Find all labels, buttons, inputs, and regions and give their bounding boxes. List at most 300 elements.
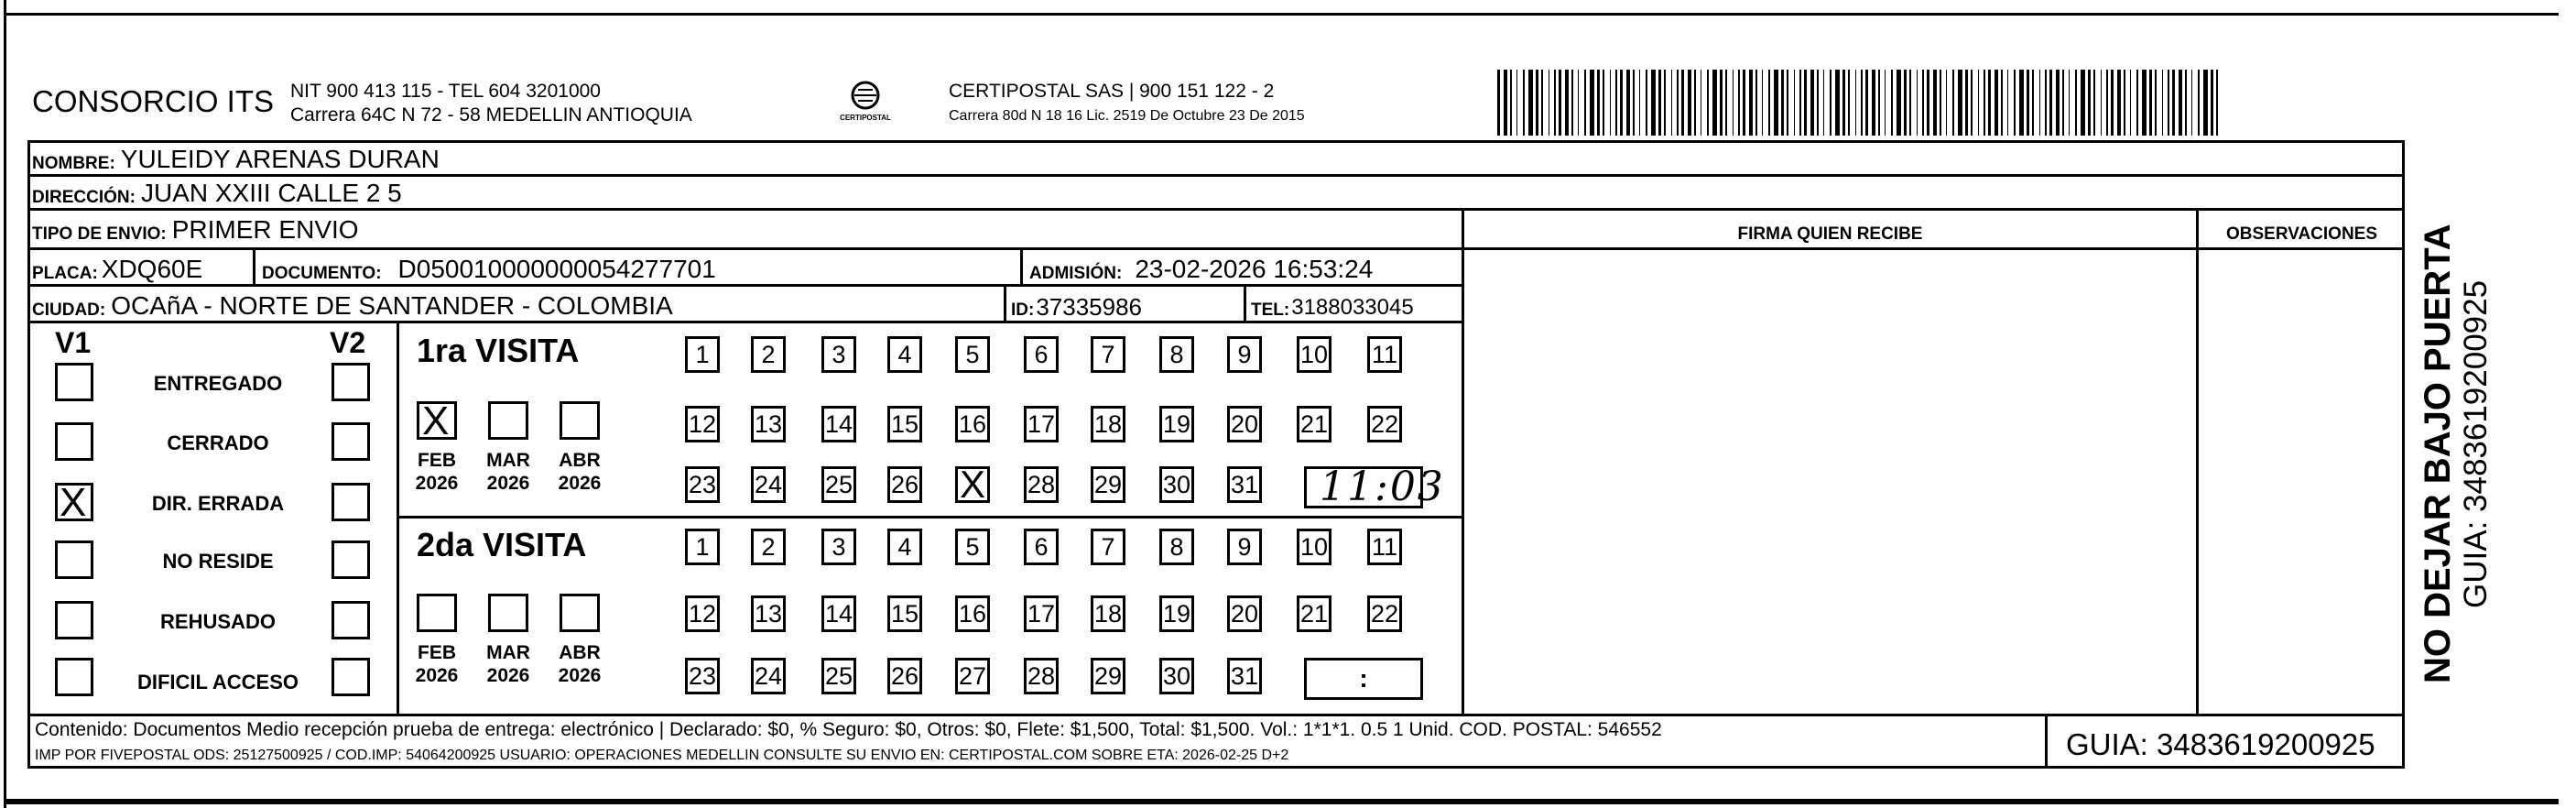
v1-checkbox[interactable]	[55, 540, 93, 579]
barcode-bar	[2001, 70, 2003, 136]
barcode-bar	[2179, 70, 2182, 136]
barcode-bar	[1946, 70, 1947, 136]
admision-row	[1029, 250, 1373, 284]
day-number: 26	[890, 661, 919, 690]
first-visit-month-label	[409, 449, 464, 495]
page-top-border	[4, 13, 2559, 16]
second-visit-month-checkbox[interactable]	[488, 594, 528, 632]
month-year: 2026	[415, 665, 459, 687]
second-visit-day-16[interactable]	[955, 595, 990, 632]
first-visit-day-23[interactable]	[685, 466, 720, 503]
first-visit-day-4[interactable]	[887, 336, 922, 373]
footer-contenido: Contenido: Documentos Medio recepción prueba de entrega: electrónico | Declarado: $0, % Seguro: $0, Otros: $0, Flete: $1,500, Total: $1,500. Vol.: 1*1*1. 0.5 1 Unid. COD. POSTAL: 546552	[35, 719, 1662, 740]
v1-label: V1	[55, 326, 92, 359]
second-visit-day-4[interactable]	[887, 529, 922, 565]
barcode-bar	[1848, 70, 1850, 136]
vertical-guia-text: GUIA: 3483619200925	[2458, 279, 2494, 608]
barcode-bar	[2142, 70, 2147, 136]
barcode-bar	[2019, 70, 2024, 136]
first-visit-time-value: 11:03	[1320, 464, 1445, 510]
day-number: 14	[824, 599, 853, 628]
placa-row	[32, 250, 202, 284]
first-visit-month-check-mark: X	[422, 399, 450, 443]
company-name: CONSORCIO ITS	[32, 84, 275, 118]
first-visit-day-8[interactable]	[1159, 336, 1194, 373]
day-number: 10	[1299, 532, 1329, 561]
first-visit-day-27[interactable]	[955, 463, 990, 506]
day-number: 7	[1101, 532, 1115, 561]
certipostal-logo	[831, 79, 900, 128]
first-visit-day-21[interactable]	[1297, 406, 1331, 442]
day-number: 19	[1162, 599, 1191, 628]
barcode-bar	[1510, 70, 1512, 136]
second-visit-month-label	[481, 641, 536, 687]
barcode-bar	[1712, 70, 1717, 136]
status-option-label: ENTREGADO	[153, 372, 283, 395]
second-visit-title: 2da VISITA	[417, 526, 587, 563]
first-visit-day-1[interactable]	[685, 336, 720, 373]
status-option-label: DIR. ERRADA	[151, 492, 285, 515]
observaciones-header: OBSERVACIONES	[2225, 224, 2378, 244]
v2-checkbox[interactable]	[332, 483, 370, 521]
status-option-label: DIFICIL ACCESO	[136, 671, 299, 693]
barcode-bar	[1516, 70, 1517, 136]
second-visit-month-checkbox[interactable]	[417, 594, 457, 632]
tel-label: TEL:	[1251, 300, 1290, 320]
barcode-bar	[1688, 70, 1691, 136]
ciudad-value: OCAñA - NORTE DE SANTANDER - COLOMBIA	[111, 291, 673, 320]
day-number: 16	[958, 409, 987, 438]
second-visit-day-9[interactable]	[1227, 529, 1262, 565]
first-visit-month-checkbox[interactable]	[417, 399, 457, 443]
day-number: 5	[965, 532, 980, 561]
barcode	[1497, 70, 2221, 136]
second-visit-day-1[interactable]	[685, 529, 720, 565]
nombre-value: YULEIDY ARENAS DURAN	[120, 145, 440, 173]
admision-label: ADMISIÓN:	[1029, 264, 1123, 283]
barcode-bar	[1958, 70, 1962, 136]
month-name: FEB	[418, 450, 456, 471]
v2-checkbox[interactable]	[332, 363, 370, 401]
certipostal-license: Carrera 80d N 18 16 Lic. 2519 De Octubre 23 De 2015	[949, 108, 1305, 124]
barcode-bar	[1651, 70, 1656, 136]
first-visit-day-30[interactable]	[1159, 466, 1194, 503]
day-number: 4	[897, 532, 912, 561]
second-visit-day-10[interactable]	[1297, 529, 1331, 565]
second-visit-time-separator: :	[1359, 664, 1368, 693]
company-address: Carrera 64C N 72 - 58 MEDELLIN ANTIOQUIA	[290, 104, 692, 126]
first-visit-day-2[interactable]	[751, 336, 786, 373]
barcode-bar	[1865, 70, 1868, 136]
ciudad-label: CIUDAD:	[32, 300, 106, 320]
direccion-row	[32, 174, 402, 208]
day-number: 31	[1230, 470, 1259, 498]
first-visit-day-5[interactable]	[955, 336, 990, 373]
barcode-bar	[1842, 70, 1845, 136]
barcode-bar	[1664, 70, 1666, 136]
first-visit-day-25[interactable]	[821, 466, 856, 503]
first-visit-day-22[interactable]	[1367, 406, 1402, 442]
day-number: 22	[1370, 409, 1399, 438]
barcode-bar	[1610, 70, 1611, 136]
barcode-bar	[2162, 70, 2163, 136]
barcode-bar	[1878, 70, 1880, 136]
first-visit-day-7[interactable]	[1091, 336, 1125, 373]
barcode-bar	[1909, 70, 1911, 136]
first-visit-day-29[interactable]	[1091, 466, 1125, 503]
id-label: ID:	[1011, 300, 1035, 320]
barcode-bar	[2049, 70, 2052, 136]
day-number: 19	[1162, 409, 1191, 438]
day-number: 25	[824, 470, 853, 498]
barcode-bar	[2117, 70, 2121, 136]
barcode-bar	[1749, 70, 1753, 136]
no-dejar-bajo-puerta-text: NO DEJAR BAJO PUERTA	[2418, 224, 2458, 683]
tipo-envio-row	[32, 211, 359, 245]
first-visit-day-28[interactable]	[1024, 466, 1059, 503]
month-year: 2026	[558, 665, 602, 687]
day-number: 23	[688, 470, 717, 498]
barcode-bar	[1872, 70, 1875, 136]
barcode-bar	[1536, 70, 1538, 136]
barcode-bar	[1523, 70, 1525, 136]
v1-checkbox[interactable]	[55, 658, 93, 696]
barcode-bar	[1922, 70, 1924, 136]
barcode-bar	[2211, 70, 2213, 136]
status-option-label: CERRADO	[167, 431, 269, 454]
day-number: 15	[890, 409, 919, 438]
barcode-bar	[1787, 70, 1788, 136]
first-visit-day-16[interactable]	[955, 406, 990, 442]
v2-checkbox[interactable]	[332, 540, 370, 579]
barcode-bar	[1794, 70, 1795, 136]
tipo-envio-value: PRIMER ENVIO	[171, 215, 359, 244]
second-visit-day-7[interactable]	[1091, 529, 1125, 565]
barcode-bar	[2124, 70, 2125, 136]
month-name: ABR	[559, 642, 601, 663]
barcode-bar	[1940, 70, 1941, 136]
day-number: 31	[1230, 661, 1259, 690]
day-number: 25	[824, 661, 853, 690]
first-visit-day-10[interactable]	[1297, 336, 1331, 373]
second-visit-month-label	[552, 641, 607, 687]
documento-value: D050010000000054277701	[397, 255, 716, 283]
day-number: 8	[1169, 532, 1184, 561]
nombre-row	[32, 140, 440, 174]
barcode-bar	[1978, 70, 1979, 136]
second-visit-day-26[interactable]	[887, 658, 922, 694]
first-visit-time-field[interactable]	[1304, 464, 1445, 510]
first-visit-month-label	[481, 449, 536, 495]
second-visit-day-21[interactable]	[1297, 595, 1331, 632]
first-visit-day-31[interactable]	[1227, 466, 1262, 503]
barcode-bar	[1707, 70, 1709, 136]
first-visit-day-check-mark: X	[960, 463, 986, 506]
barcode-bar	[1571, 70, 1573, 136]
barcode-bar	[1781, 70, 1784, 136]
direccion-label: DIRECCIÓN:	[32, 188, 136, 207]
barcode-bar	[2106, 70, 2108, 136]
day-number: 2	[761, 532, 776, 561]
second-visit-day-8[interactable]	[1159, 529, 1194, 565]
barcode-bar	[1565, 70, 1569, 136]
first-visit-day-11[interactable]	[1367, 336, 1402, 373]
day-number: 18	[1093, 599, 1123, 628]
barcode-bar	[1720, 70, 1723, 136]
barcode-bar	[1927, 70, 1929, 136]
barcode-bar	[1528, 70, 1533, 136]
placa-value: XDQ60E	[101, 255, 203, 283]
day-number: 24	[754, 470, 783, 498]
page-bottom-border	[4, 799, 2559, 804]
barcode-bar	[1994, 70, 1998, 136]
barcode-bar	[1804, 70, 1807, 136]
barcode-bar	[2045, 70, 2047, 136]
barcode-bar	[2014, 70, 2016, 136]
second-visit-day-11[interactable]	[1367, 529, 1402, 565]
firma-header: FIRMA QUIEN RECIBE	[1737, 224, 1923, 244]
day-number: 4	[897, 340, 912, 368]
barcode-bar	[1597, 70, 1600, 136]
day-number: 10	[1299, 340, 1329, 368]
second-visit-day-17[interactable]	[1024, 595, 1059, 632]
day-number: 17	[1027, 409, 1056, 438]
day-number: 17	[1027, 599, 1056, 628]
barcode-bar	[2032, 70, 2034, 136]
first-visit-month-label	[552, 449, 607, 495]
day-number: 28	[1027, 470, 1056, 498]
day-number: 16	[958, 599, 987, 628]
barcode-bar	[2185, 70, 2187, 136]
barcode-bar	[1984, 70, 1985, 136]
barcode-bar	[2172, 70, 2175, 136]
barcode-bar	[1626, 70, 1630, 136]
barcode-bar	[1768, 70, 1770, 136]
second-visit-day-28[interactable]	[1024, 658, 1059, 694]
v2-checkbox[interactable]	[332, 601, 370, 639]
day-number: 9	[1237, 532, 1252, 561]
placa-label: PLACA:	[32, 264, 98, 283]
barcode-bar	[2056, 70, 2060, 136]
day-number: 3	[831, 340, 846, 368]
second-visit-month-label	[409, 641, 464, 687]
second-visit-day-31[interactable]	[1227, 658, 1262, 694]
day-number: 26	[890, 470, 919, 498]
month-year: 2026	[486, 473, 530, 495]
barcode-bar	[2007, 70, 2008, 136]
first-visit-day-9[interactable]	[1227, 336, 1262, 373]
barcode-bar	[1559, 70, 1561, 136]
nombre-label: NOMBRE:	[32, 154, 115, 173]
first-visit-month-checkbox[interactable]	[560, 401, 600, 440]
first-visit-day-24[interactable]	[751, 466, 786, 503]
day-number: 11	[1371, 532, 1398, 561]
second-visit-day-12[interactable]	[685, 595, 720, 632]
first-visit-day-17[interactable]	[1024, 406, 1059, 442]
barcode-bar	[1917, 70, 1918, 136]
v1-checkbox[interactable]	[55, 422, 93, 461]
barcode-bar	[1933, 70, 1937, 136]
day-number: 27	[958, 661, 987, 690]
first-visit-day-26[interactable]	[887, 466, 922, 503]
second-visit-day-22[interactable]	[1367, 595, 1402, 632]
admision-value: 23-02-2026 16:53:24	[1135, 255, 1374, 283]
barcode-bar	[1620, 70, 1623, 136]
day-number: 30	[1162, 470, 1191, 498]
first-visit-day-14[interactable]	[821, 406, 856, 442]
tel-value: 3188033045	[1291, 295, 1414, 320]
second-visit-day-27[interactable]	[955, 658, 990, 694]
barcode-bar	[1725, 70, 1727, 136]
second-visit-day-29[interactable]	[1091, 658, 1125, 694]
status-option-label: REHUSADO	[160, 610, 276, 633]
first-visit-day-19[interactable]	[1159, 406, 1194, 442]
barcode-bar	[1554, 70, 1556, 136]
first-visit-day-3[interactable]	[821, 336, 856, 373]
barcode-bar	[1861, 70, 1863, 136]
barcode-bar	[2130, 70, 2131, 136]
second-visit-day-13[interactable]	[751, 595, 786, 632]
v1-checkbox[interactable]	[55, 363, 93, 401]
barcode-bar	[1733, 70, 1734, 136]
day-number: 29	[1093, 661, 1123, 690]
barcode-bar	[1677, 70, 1679, 136]
day-number: 13	[754, 409, 783, 438]
barcode-bar	[2081, 70, 2085, 136]
barcode-bar	[1681, 70, 1684, 136]
first-visit-day-20[interactable]	[1227, 406, 1262, 442]
barcode-bar	[2062, 70, 2064, 136]
barcode-bar	[1897, 70, 1901, 136]
day-number: 14	[824, 409, 853, 438]
first-visit-month-checkbox[interactable]	[488, 401, 528, 440]
second-visit-time-field[interactable]	[1304, 658, 1423, 700]
v2-checkbox[interactable]	[332, 422, 370, 461]
first-visit-day-12[interactable]	[685, 406, 720, 442]
first-visit-day-13[interactable]	[751, 406, 786, 442]
month-name: ABR	[559, 450, 601, 471]
barcode-bar	[2191, 70, 2192, 136]
barcode-bar	[1755, 70, 1757, 136]
second-visit-day-3[interactable]	[821, 529, 856, 565]
barcode-bar	[2216, 70, 2218, 136]
barcode-bar	[1855, 70, 1856, 136]
barcode-bar	[2155, 70, 2157, 136]
barcode-bar	[1810, 70, 1814, 136]
day-number: 12	[688, 599, 717, 628]
month-year: 2026	[486, 665, 530, 687]
second-visit-day-23[interactable]	[685, 658, 720, 694]
barcode-bar	[1694, 70, 1696, 136]
barcode-bar	[1971, 70, 1973, 136]
second-visit-month-checkbox[interactable]	[560, 594, 600, 632]
day-number: 1	[695, 532, 710, 561]
barcode-bar	[1584, 70, 1586, 136]
day-number: 6	[1034, 532, 1049, 561]
day-number: 23	[688, 661, 717, 690]
ciudad-row	[32, 287, 673, 321]
first-visit-day-18[interactable]	[1091, 406, 1125, 442]
month-year: 2026	[558, 473, 602, 495]
day-number: 8	[1169, 340, 1184, 368]
day-number: 1	[695, 340, 710, 368]
barcode-bar	[1639, 70, 1640, 136]
second-visit-day-25[interactable]	[821, 658, 856, 694]
documento-row	[262, 250, 716, 284]
barcode-bar	[1891, 70, 1893, 136]
barcode-bar	[1497, 70, 1500, 136]
barcode-bar	[2075, 70, 2077, 136]
v2-checkbox[interactable]	[332, 658, 370, 696]
barcode-bar	[2198, 70, 2200, 136]
second-visit-day-15[interactable]	[887, 595, 922, 632]
barcode-bar	[2149, 70, 2152, 136]
barcode-bar	[2111, 70, 2114, 136]
second-visit-day-2[interactable]	[751, 529, 786, 565]
barcode-bar	[1952, 70, 1954, 136]
barcode-bar	[1904, 70, 1907, 136]
barcode-bar	[1646, 70, 1647, 136]
barcode-bar	[1774, 70, 1778, 136]
first-visit-day-15[interactable]	[887, 406, 922, 442]
day-number: 29	[1093, 470, 1123, 498]
first-visit-day-6[interactable]	[1024, 336, 1059, 373]
day-number: 6	[1034, 340, 1049, 368]
status-option-label: NO RESIDE	[162, 550, 274, 573]
second-visit-day-19[interactable]	[1159, 595, 1194, 632]
v2-label: V2	[330, 326, 366, 359]
barcode-bar	[2027, 70, 2029, 136]
barcode-bar	[1743, 70, 1745, 136]
second-visit-day-24[interactable]	[751, 658, 786, 694]
day-number: 7	[1101, 340, 1115, 368]
v1-check-mark: X	[60, 480, 87, 525]
barcode-bar	[1590, 70, 1594, 136]
second-visit-day-14[interactable]	[821, 595, 856, 632]
v1-checkbox[interactable]	[55, 601, 93, 639]
barcode-bar	[1671, 70, 1672, 136]
barcode-bar	[1830, 70, 1831, 136]
day-number: 24	[754, 661, 783, 690]
v1-checkbox[interactable]	[55, 480, 93, 525]
barcode-bar	[1738, 70, 1740, 136]
barcode-bar	[1988, 70, 1991, 136]
second-visit-day-6[interactable]	[1024, 529, 1059, 565]
barcode-bar	[1823, 70, 1824, 136]
day-number: 28	[1027, 661, 1056, 690]
page-left-border	[4, 0, 6, 808]
second-visit-day-5[interactable]	[955, 529, 990, 565]
barcode-bar	[1965, 70, 1968, 136]
barcode-bar	[1603, 70, 1604, 136]
logo-text: CERTIPOSTAL	[840, 114, 891, 122]
day-number: 30	[1162, 661, 1191, 690]
second-visit-day-18[interactable]	[1091, 595, 1125, 632]
tel-row	[1251, 287, 1414, 321]
barcode-bar	[1799, 70, 1801, 136]
id-value: 37335986	[1036, 293, 1143, 321]
barcode-bar	[2069, 70, 2070, 136]
id-row	[1011, 287, 1142, 321]
day-number: 13	[754, 599, 783, 628]
barcode-bar	[1541, 70, 1543, 136]
first-visit-title: 1ra VISITA	[417, 332, 580, 369]
second-visit-day-30[interactable]	[1159, 658, 1194, 694]
certipostal-info: CERTIPOSTAL SAS | 900 151 122 - 2	[949, 81, 1275, 102]
tipo-envio-label: TIPO DE ENVIO:	[32, 224, 167, 244]
second-visit-day-20[interactable]	[1227, 595, 1262, 632]
barcode-bar	[2168, 70, 2169, 136]
